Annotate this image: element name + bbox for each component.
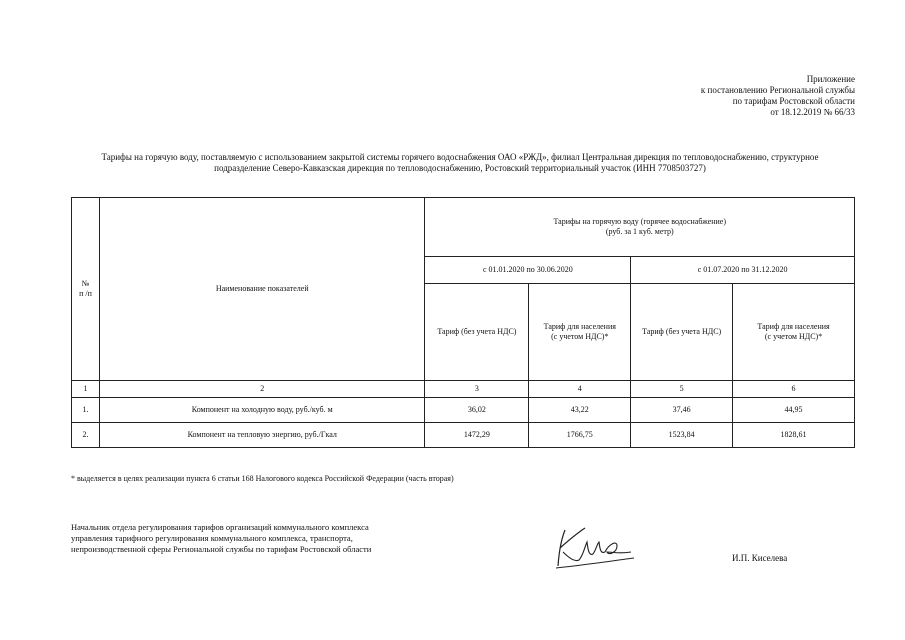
header-tariffs [425,198,855,257]
title-line-2: подразделение Северо-Кавказская дирекция по тепловодоснабжению, Ростовский территориальный участок (ИНН 7708503727) [214,163,706,173]
column-number-row [72,381,855,398]
row-value: 36,02 [425,398,529,423]
row-value: 44,95 [733,398,855,423]
column-number: 5 [631,381,733,398]
header-tariffs-line-2: (руб. за 1 куб. метр) [605,227,674,236]
title-line-1: Тарифы на горячую воду, поставляемую с использованием закрытой системы горячего водоснабжения ОАО «РЖД», филиал Центральная дирекция по тепловодоснабжению, структурное [101,152,819,162]
row-indicator-name: Компонент на тепловую энергию, руб./Гкал [99,423,425,448]
signer-position-line-3: непроизводственной сферы Региональной службы по тарифам Ростовской области [71,544,372,554]
row-value: 1828,61 [733,423,855,448]
row-value: 1766,75 [529,423,631,448]
column-number: 4 [529,381,631,398]
header-period-2: с 01.07.2020 по 31.12.2020 [631,257,855,284]
header-tariff-population-1 [529,284,631,381]
table-row [72,398,855,423]
column-number: 3 [425,381,529,398]
row-value: 1523,84 [631,423,733,448]
tariff-table [71,197,855,448]
header-number-line-2: п /п [79,289,92,298]
header-number [72,198,100,381]
row-value: 1472,29 [425,423,529,448]
signer-position [71,522,371,555]
document-title [60,152,860,174]
column-number: 1 [72,381,100,398]
header-tariff-population-2 [733,284,855,381]
header-tariff-population-2-line-2: (с учетом НДС)* [764,332,823,341]
row-number: 2. [72,423,100,448]
header-indicator-name: Наименование показателей [99,198,425,381]
appendix-line-4: от 18.12.2019 № 66/33 [770,107,855,117]
header-tariff-population-1-line-1: Тариф для населения [543,322,616,331]
header-tariff-no-vat-2: Тариф (без учета НДС) [631,284,733,381]
appendix-header [701,74,855,118]
appendix-line-1: Приложение [806,74,855,84]
header-tariff-no-vat-1: Тариф (без учета НДС) [425,284,529,381]
column-number: 6 [733,381,855,398]
header-tariff-population-1-line-2: (с учетом НДС)* [551,332,609,341]
signer-name: И.П. Киселева [732,553,788,563]
header-period-1: с 01.01.2020 по 30.06.2020 [425,257,631,284]
header-tariff-population-2-line-1: Тариф для населения [757,322,830,331]
header-tariffs-line-1: Тарифы на горячую воду (горячее водоснабжение) [553,217,727,226]
footnote: * выделяется в целях реализации пункта 6 статьи 168 Налогового кодекса Российской Федерации (часть вторая) [71,474,454,483]
row-indicator-name: Компонент на холодную воду, руб./куб. м [99,398,425,423]
handwritten-signature [555,522,635,572]
column-number: 2 [99,381,425,398]
row-number: 1. [72,398,100,423]
row-value: 37,46 [631,398,733,423]
signer-position-line-1: Начальник отдела регулирования тарифов организаций коммунального комплекса [71,522,369,532]
appendix-line-2: к постановлению Региональной службы [700,85,855,95]
header-number-line-1: № [81,279,90,288]
appendix-line-3: по тарифам Ростовской области [732,96,855,106]
row-value: 43,22 [529,398,631,423]
table-row [72,423,855,448]
signer-position-line-2: управления тарифного регулирования коммунального комплекса, транспорта, [71,533,353,543]
